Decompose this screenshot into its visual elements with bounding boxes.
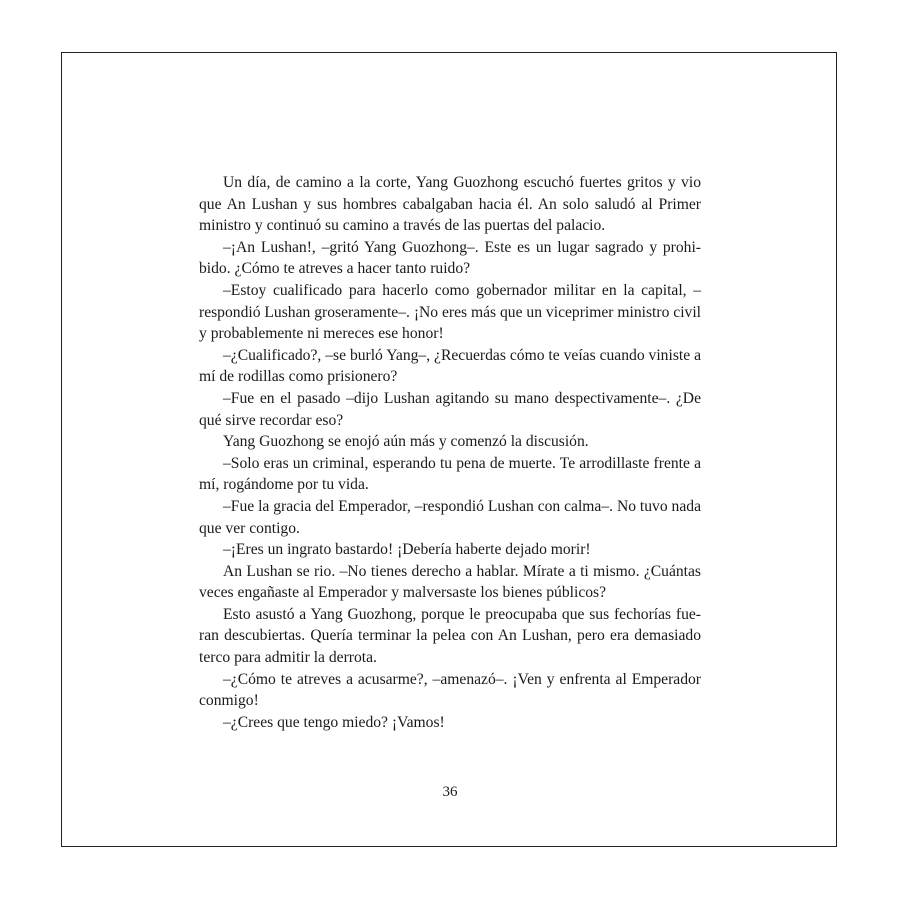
paragraph: Un día, de camino a la corte, Yang Guozhong escuchó fuertes gritos y vio que An Lushan y sus hombres cabalgaban hacia él. An solo saludó al Primer ministro y continuó su camino a través de las puertas del palacio. — [199, 174, 701, 235]
paragraph: An Lushan se rio. –No tienes derecho a hablar. Mírate a ti mismo. ¿Cuántas veces engañaste al Emperador y malversaste los bienes públicos? — [199, 562, 701, 602]
body-text — [199, 172, 701, 733]
paragraph: –¡Eres un ingrato bastardo! ¡Debería haberte dejado morir! — [223, 541, 591, 559]
paragraph: –Solo eras un criminal, esperando tu pena de muerte. Te arrodillaste frente a mí, rogándome por tu vida. — [199, 454, 701, 494]
paragraph: Yang Guozhong se enojó aún más y comenzó la discusión. — [223, 433, 589, 451]
paragraph: Esto asustó a Yang Guozhong, porque le preocupaba que sus fechorías fue-ran descubiertas. Quería terminar la pelea con An Lushan, pero era demasiado terco para admitir la derrota. — [199, 605, 701, 667]
paragraph: –¿Cómo te atreves a acusarme?, –amenazó–. ¡Ven y enfrenta al Emperador conmigo! — [199, 670, 701, 710]
paragraph: –Fue la gracia del Emperador, –respondió Lushan con calma–. No tuvo nada que ver contigo. — [199, 497, 701, 537]
paragraph: –¿Cualificado?, –se burló Yang–, ¿Recuerdas cómo te veías cuando viniste a mí de rodillas como prisionero? — [199, 346, 701, 386]
paragraph: –Fue en el pasado –dijo Lushan agitando su mano despectivamente–. ¿De qué sirve recordar eso? — [199, 389, 701, 429]
page-number: 36 — [442, 784, 458, 800]
paragraph: –¡An Lushan!, –gritó Yang Guozhong–. Este es un lugar sagrado y prohi-bido. ¿Cómo te atreves a hacer tanto ruido? — [199, 238, 701, 278]
paragraph: –¿Crees que tengo miedo? ¡Vamos! — [223, 713, 445, 731]
paragraph: –Estoy cualificado para hacerlo como gobernador militar en la capital, –respondió Lushan groseramente–. ¡No eres más que un viceprimer ministro civil y probablemente ni mereces ese honor! — [199, 281, 701, 343]
